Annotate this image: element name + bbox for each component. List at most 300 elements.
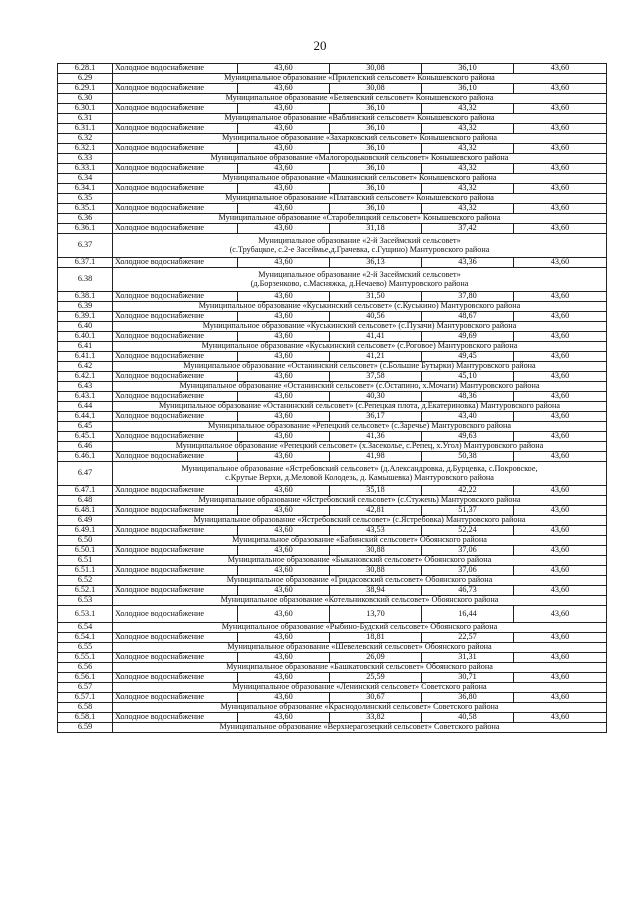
service-label: Холодное водоснабжение (113, 452, 238, 462)
tariff-value: 36,17 (330, 412, 422, 422)
municipality-name (113, 302, 607, 312)
municipality-name-line: Муниципальное образование «Репецкий сельсовет» (х.Засеколье, с.Репец, х.Угол) Мантуровского района (175, 441, 544, 451)
tariff-value: 43,60 (238, 586, 330, 596)
row-number: 6.41.1 (58, 352, 113, 362)
tariff-row (58, 352, 607, 362)
service-label: Холодное водоснабжение (113, 412, 238, 422)
tariff-value: 43,60 (514, 352, 607, 362)
row-number: 6.58.1 (58, 713, 113, 723)
tariff-value: 37,06 (422, 566, 514, 576)
row-number: 6.29.1 (58, 84, 113, 94)
tariff-value: 40,58 (422, 713, 514, 723)
row-number: 6.45 (58, 422, 113, 432)
tariff-value: 43,60 (238, 312, 330, 322)
tariff-value: 42,81 (330, 506, 422, 516)
tariff-value: 43,36 (422, 258, 514, 268)
service-label: Холодное водоснабжение (113, 392, 238, 402)
tariff-value: 43,60 (238, 124, 330, 134)
row-number: 6.58 (58, 703, 113, 713)
row-number: 6.41 (58, 342, 113, 352)
municipality-name-line: Муниципальное образование «Малогородьковский сельсовет» Конышевского района (210, 153, 509, 163)
tariff-value: 43,60 (514, 452, 607, 462)
tariff-value: 43,32 (422, 104, 514, 114)
tariff-value: 43,60 (514, 506, 607, 516)
tariff-value: 46,73 (422, 586, 514, 596)
service-label: Холодное водоснабжение (113, 586, 238, 596)
tariff-row (58, 412, 607, 422)
municipality-row (58, 322, 607, 332)
tariff-value: 36,10 (330, 204, 422, 214)
municipality-name-line: Муниципальное образование «Котельниковский сельсовет» Обоянского района (220, 595, 499, 605)
municipality-name-line: Муниципальное образование «Рыбино-Будский сельсовет» Обоянского района (221, 622, 498, 632)
service-label: Холодное водоснабжение (113, 352, 238, 362)
row-number: 6.38 (58, 268, 113, 292)
tariff-value: 43,60 (238, 606, 330, 623)
service-label: Холодное водоснабжение (113, 224, 238, 234)
tariff-value: 43,32 (422, 184, 514, 194)
tariff-value: 43,60 (238, 372, 330, 382)
tariff-value: 43,60 (238, 506, 330, 516)
row-number: 6.48 (58, 496, 113, 506)
municipality-name (113, 623, 607, 633)
municipality-name (113, 214, 607, 224)
row-number: 6.30 (58, 94, 113, 104)
tariff-value: 43,60 (238, 292, 330, 302)
row-number: 6.29 (58, 74, 113, 84)
row-number: 6.52 (58, 576, 113, 586)
row-number: 6.48.1 (58, 506, 113, 516)
municipality-row (58, 342, 607, 352)
tariff-value: 43,32 (422, 164, 514, 174)
tariff-value: 43,60 (514, 486, 607, 496)
tariff-value: 18,81 (330, 633, 422, 643)
municipality-name-line: Муниципальное образование «Платавский сельсовет» Конышевского района (225, 193, 494, 203)
municipality-name (113, 556, 607, 566)
tariff-value: 37,06 (422, 546, 514, 556)
row-number: 6.49 (58, 516, 113, 526)
row-number: 6.52.1 (58, 586, 113, 596)
row-number: 6.35 (58, 194, 113, 204)
page-number: 20 (313, 38, 327, 53)
municipality-name (113, 154, 607, 164)
municipality-row (58, 663, 607, 673)
tariff-row (58, 546, 607, 556)
tariff-value: 43,60 (238, 412, 330, 422)
tariff-value: 43,60 (238, 84, 330, 94)
row-number: 6.53.1 (58, 606, 113, 623)
municipality-name (113, 362, 607, 372)
row-number: 6.51.1 (58, 566, 113, 576)
row-number: 6.30.1 (58, 104, 113, 114)
municipality-name (113, 723, 607, 733)
tariff-value: 45,10 (422, 372, 514, 382)
tariff-value: 43,60 (238, 713, 330, 723)
row-number: 6.57.1 (58, 693, 113, 703)
municipality-row (58, 683, 607, 693)
tariff-value: 31,31 (422, 653, 514, 663)
tariff-value: 36,10 (330, 124, 422, 134)
service-label: Холодное водоснабжение (113, 184, 238, 194)
service-label: Холодное водоснабжение (113, 372, 238, 382)
tariff-value: 52,24 (422, 526, 514, 536)
municipality-row (58, 134, 607, 144)
row-number: 6.55.1 (58, 653, 113, 663)
row-number: 6.34.1 (58, 184, 113, 194)
tariff-value: 36,10 (330, 104, 422, 114)
service-label: Холодное водоснабжение (113, 124, 238, 134)
row-number: 6.33 (58, 154, 113, 164)
municipality-name-line: Муниципальное образование «Шевелевский сельсовет» Обоянского района (227, 642, 492, 652)
row-number: 6.50.1 (58, 546, 113, 556)
municipality-name (113, 322, 607, 332)
row-number: 6.40.1 (58, 332, 113, 342)
municipality-name (113, 703, 607, 713)
municipality-row (58, 74, 607, 84)
row-number: 6.37.1 (58, 258, 113, 268)
municipality-name-line: Муниципальное образование «Беляевский сельсовет» Конышевского района (225, 93, 494, 103)
tariff-value: 36,10 (330, 164, 422, 174)
municipality-name (113, 74, 607, 84)
tariff-value: 43,60 (514, 84, 607, 94)
row-number: 6.32 (58, 134, 113, 144)
municipality-name-line: Муниципальное образование «Старобелицкий сельсовет» Конышевского района (218, 213, 501, 223)
tariff-row (58, 312, 607, 322)
municipality-row (58, 462, 607, 486)
tariff-value: 30,71 (422, 673, 514, 683)
municipality-row (58, 402, 607, 412)
municipality-name-line: Муниципальное образование «Куськинский сельсовет» (с.Пузачи) Мантуровского района (202, 321, 517, 331)
tariff-value: 43,60 (238, 546, 330, 556)
service-label: Холодное водоснабжение (113, 486, 238, 496)
tariff-value: 43,60 (238, 144, 330, 154)
tariff-row (58, 486, 607, 496)
row-number: 6.44.1 (58, 412, 113, 422)
municipality-name-line: Муниципальное образование «Куськинский сельсовет» (с.Куськино) Мантуровского района (198, 301, 521, 311)
row-number: 6.56 (58, 663, 113, 673)
municipality-row (58, 302, 607, 312)
municipality-row (58, 703, 607, 713)
municipality-name-line: Муниципальное образование «Захарковский сельсовет» Конышевского района (221, 133, 498, 143)
service-label: Холодное водоснабжение (113, 653, 238, 663)
tariff-value: 22,57 (422, 633, 514, 643)
tariff-value: 43,60 (238, 633, 330, 643)
municipality-name-line: Муниципальное образование «Ваблинский сельсовет» Конышевского района (224, 113, 495, 123)
tariff-value: 48,67 (422, 312, 514, 322)
row-number: 6.47.1 (58, 486, 113, 496)
municipality-row (58, 174, 607, 184)
municipality-row (58, 94, 607, 104)
tariff-value: 30,08 (330, 84, 422, 94)
municipality-row (58, 382, 607, 392)
municipality-name-line: Муниципальное образование «Останинский сельсовет» (с.Большие Бутырки) Мантуровского района (183, 361, 536, 371)
tariff-value: 40,56 (330, 312, 422, 322)
row-number: 6.31 (58, 114, 113, 124)
tariff-row (58, 164, 607, 174)
tariff-value: 41,21 (330, 352, 422, 362)
municipality-name-line: Муниципальное образование «Куськинский сельсовет» (с.Роговое) Мантуровского района (201, 341, 518, 351)
tariff-value: 43,60 (514, 312, 607, 322)
tariff-value: 43,60 (238, 164, 330, 174)
tariff-value: 37,80 (422, 292, 514, 302)
tariff-value: 43,60 (514, 124, 607, 134)
municipality-name-line: Муниципальное образование «Прилепский сельсовет» Конышевского района (224, 73, 495, 83)
municipality-name (113, 114, 607, 124)
service-label: Холодное водоснабжение (113, 673, 238, 683)
municipality-name-line: Муниципальное образование «Останинский сельсовет» (с.Остапино, х.Мочаги) Мантуровского района (179, 381, 540, 391)
tariff-value: 41,36 (330, 432, 422, 442)
row-number: 6.36.1 (58, 224, 113, 234)
tariff-value: 43,60 (514, 526, 607, 536)
municipality-row (58, 114, 607, 124)
service-label: Холодное водоснабжение (113, 693, 238, 703)
row-number: 6.35.1 (58, 204, 113, 214)
tariff-value: 36,10 (422, 84, 514, 94)
municipality-name (113, 462, 607, 486)
tariff-row (58, 64, 607, 74)
municipality-name (113, 643, 607, 653)
tariff-value: 37,42 (422, 224, 514, 234)
row-number: 6.39.1 (58, 312, 113, 322)
row-number: 6.42 (58, 362, 113, 372)
service-label: Холодное водоснабжение (113, 84, 238, 94)
row-number: 6.28.1 (58, 64, 113, 74)
municipality-row (58, 362, 607, 372)
tariff-row (58, 653, 607, 663)
municipality-name-line: Муниципальное образование «Останинский сельсовет» (с.Репецкая плота, д.Екатериновка) Мантуровского района (158, 401, 561, 411)
tariff-row (58, 713, 607, 723)
municipality-name-line: Муниципальное образование «2-й Засеймский сельсовет» (258, 270, 461, 280)
tariff-value: 41,98 (330, 452, 422, 462)
municipality-name (113, 194, 607, 204)
tariff-value: 50,38 (422, 452, 514, 462)
service-label: Холодное водоснабжение (113, 506, 238, 516)
tariff-value: 43,60 (514, 546, 607, 556)
tariff-value: 43,60 (238, 332, 330, 342)
tariff-value: 43,60 (514, 144, 607, 154)
tariff-value: 43,60 (514, 673, 607, 683)
tariff-value: 43,60 (238, 486, 330, 496)
tariff-row (58, 506, 607, 516)
municipality-name (113, 576, 607, 586)
tariff-value: 35,18 (330, 486, 422, 496)
tariff-value: 43,60 (514, 606, 607, 623)
tariff-value: 49,69 (422, 332, 514, 342)
service-label: Холодное водоснабжение (113, 606, 238, 623)
service-label: Холодное водоснабжение (113, 713, 238, 723)
row-number: 6.42.1 (58, 372, 113, 382)
tariff-value: 42,22 (422, 486, 514, 496)
tariff-value: 43,32 (422, 204, 514, 214)
tariff-value: 43,60 (514, 566, 607, 576)
tariff-value: 43,60 (514, 392, 607, 402)
municipality-row (58, 194, 607, 204)
tariff-row (58, 432, 607, 442)
municipality-name (113, 174, 607, 184)
tariff-value: 48,36 (422, 392, 514, 402)
municipality-name-line: Муниципальное образование «Ястребовский сельсовет» (д.Александровка, д.Бурцевка, с.Покровское, (181, 464, 538, 474)
row-number: 6.59 (58, 723, 113, 733)
municipality-name-line: Муниципальное образование «Ленинский сельсовет» Советского района (232, 682, 487, 692)
tariff-value: 43,60 (514, 586, 607, 596)
row-number: 6.43.1 (58, 392, 113, 402)
tariff-value: 30,88 (330, 546, 422, 556)
tariff-value: 49,63 (422, 432, 514, 442)
service-label: Холодное водоснабжение (113, 64, 238, 74)
tariff-row (58, 586, 607, 596)
row-number: 6.32.1 (58, 144, 113, 154)
municipality-row (58, 154, 607, 164)
row-number: 6.56.1 (58, 673, 113, 683)
tariff-value: 43,60 (514, 184, 607, 194)
tariff-row (58, 693, 607, 703)
tariff-value: 43,60 (238, 392, 330, 402)
tariff-value: 25,59 (330, 673, 422, 683)
municipality-name (113, 516, 607, 526)
tariff-row (58, 184, 607, 194)
tariff-row (58, 258, 607, 268)
tariff-value: 36,13 (330, 258, 422, 268)
tariff-value: 43,60 (514, 204, 607, 214)
row-number: 6.49.1 (58, 526, 113, 536)
service-label: Холодное водоснабжение (113, 332, 238, 342)
municipality-row (58, 596, 607, 606)
tariff-row (58, 104, 607, 114)
municipality-row (58, 623, 607, 633)
row-number: 6.38.1 (58, 292, 113, 302)
tariff-value: 43,60 (514, 693, 607, 703)
tariff-row (58, 204, 607, 214)
tariff-value: 38,94 (330, 586, 422, 596)
tariff-value: 51,37 (422, 506, 514, 516)
service-label: Холодное водоснабжение (113, 546, 238, 556)
municipality-row (58, 556, 607, 566)
service-label: Холодное водоснабжение (113, 566, 238, 576)
tariff-row (58, 124, 607, 134)
row-number: 6.46.1 (58, 452, 113, 462)
tariff-value: 16,44 (422, 606, 514, 623)
tariff-value: 31,18 (330, 224, 422, 234)
municipality-row (58, 496, 607, 506)
tariff-value: 43,60 (514, 64, 607, 74)
tariff-value: 43,60 (514, 258, 607, 268)
tariff-value: 43,60 (514, 332, 607, 342)
municipality-name-line: Муниципальное образование «Башкатовский сельсовет» Обоянского района (226, 662, 493, 672)
tariff-value: 40,30 (330, 392, 422, 402)
municipality-row (58, 214, 607, 224)
municipality-name-line: Муниципальное образование «Ястребовский сельсовет» (с.Ястребовка) Мантуровского района (193, 515, 526, 525)
tariff-value: 41,41 (330, 332, 422, 342)
row-number: 6.36 (58, 214, 113, 224)
municipality-name (113, 268, 607, 292)
municipality-name (113, 442, 607, 452)
municipality-name-line: (с.Трубацкое, с.2-е Засеймье,д.Грачевка, с.Гущино) Мантуровского района (229, 244, 490, 254)
row-number: 6.40 (58, 322, 113, 332)
municipality-name (113, 496, 607, 506)
municipality-row (58, 516, 607, 526)
tariff-value: 37,58 (330, 372, 422, 382)
tariff-value: 33,82 (330, 713, 422, 723)
tariff-table (57, 63, 607, 733)
municipality-name-line: Муниципальное образование «Машкинский сельсовет» Конышевского района (222, 173, 497, 183)
tariff-value: 43,60 (238, 526, 330, 536)
row-number: 6.53 (58, 596, 113, 606)
service-label: Холодное водоснабжение (113, 526, 238, 536)
tariff-value: 43,32 (422, 144, 514, 154)
row-number: 6.46 (58, 442, 113, 452)
tariff-value: 43,53 (330, 526, 422, 536)
tariff-value: 43,60 (238, 224, 330, 234)
tariff-row (58, 673, 607, 683)
municipality-name (113, 382, 607, 392)
tariff-row (58, 452, 607, 462)
municipality-name-line: Муниципальное образование «Бабинский сельсовет» Обоянского района (232, 535, 487, 545)
tariff-value: 43,60 (238, 258, 330, 268)
tariff-value: 43,60 (514, 104, 607, 114)
tariff-value: 30,67 (330, 693, 422, 703)
tariff-value: 30,88 (330, 566, 422, 576)
municipality-name-line: Муниципальное образование «Репецкий сельсовет» (с.Заречье) Мантуровского района (208, 421, 511, 431)
tariff-value: 43,60 (514, 164, 607, 174)
row-number: 6.45.1 (58, 432, 113, 442)
row-number: 6.34 (58, 174, 113, 184)
row-number: 6.31.1 (58, 124, 113, 134)
service-label: Холодное водоснабжение (113, 312, 238, 322)
municipality-name (113, 94, 607, 104)
tariff-row (58, 633, 607, 643)
tariff-value: 43,60 (238, 452, 330, 462)
municipality-name-line: Муниципальное образование «Быкановский сельсовет» Обоянского района (227, 555, 492, 565)
municipality-row (58, 234, 607, 258)
tariff-value: 43,60 (238, 104, 330, 114)
tariff-row (58, 292, 607, 302)
municipality-row (58, 442, 607, 452)
municipality-name-line: Муниципальное образование «Краснодолинский сельсовет» Советского района (220, 702, 499, 712)
municipality-row (58, 422, 607, 432)
tariff-row (58, 224, 607, 234)
tariff-value: 49,45 (422, 352, 514, 362)
tariff-value: 43,60 (514, 713, 607, 723)
tariff-value: 36,10 (330, 184, 422, 194)
tariff-value: 36,10 (422, 64, 514, 74)
row-number: 6.39 (58, 302, 113, 312)
tariff-value: 36,10 (330, 144, 422, 154)
tariff-value: 43,60 (238, 432, 330, 442)
municipality-name (113, 422, 607, 432)
municipality-name (113, 536, 607, 546)
row-number: 6.44 (58, 402, 113, 412)
tariff-value: 43,60 (514, 432, 607, 442)
row-number: 6.33.1 (58, 164, 113, 174)
municipality-name (113, 342, 607, 352)
tariff-value: 13,70 (330, 606, 422, 623)
tariff-row (58, 144, 607, 154)
service-label: Холодное водоснабжение (113, 292, 238, 302)
municipality-row (58, 536, 607, 546)
tariff-value: 31,50 (330, 292, 422, 302)
municipality-name (113, 596, 607, 606)
row-number: 6.54 (58, 623, 113, 633)
tariff-row (58, 332, 607, 342)
tariff-value: 43,60 (238, 204, 330, 214)
tariff-value: 43,60 (514, 653, 607, 663)
row-number: 6.54.1 (58, 633, 113, 643)
municipality-name-line: Муниципальное образование «2-й Засеймский сельсовет» (258, 236, 461, 246)
tariff-value: 43,60 (238, 673, 330, 683)
tariff-row (58, 606, 607, 623)
municipality-name (113, 663, 607, 673)
municipality-row (58, 723, 607, 733)
tariff-value: 43,60 (238, 653, 330, 663)
